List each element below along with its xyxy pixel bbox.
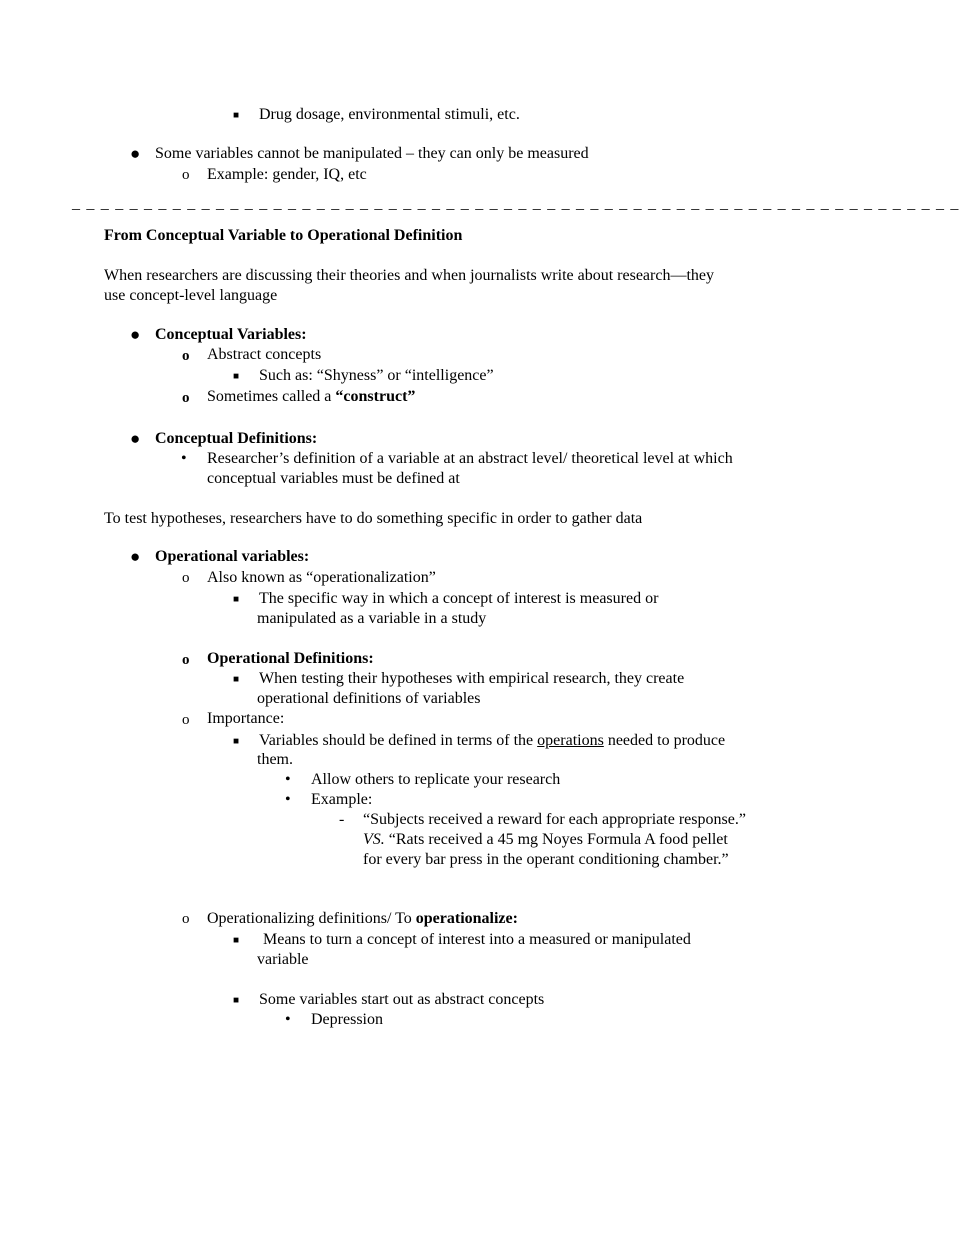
intro-line-1: When researchers are discussing their theories and when journalists write about research—they <box>104 267 714 284</box>
construct-term: “construct” <box>335 388 416 405</box>
test-hypotheses-text: To test hypotheses, researchers have to do something specific in order to gather data <box>104 510 643 527</box>
intro-line-2: use concept-level language <box>104 287 278 304</box>
circle-bullet-icon: o <box>182 390 190 406</box>
variables-defined-suffix: needed to produce <box>603 732 726 749</box>
square-bullet-icon: ■ <box>233 371 240 382</box>
list-item-replicate: Allow others to replicate your research <box>311 771 561 788</box>
circle-bullet-icon: o <box>182 348 190 364</box>
definition-line-2: conceptual variables must be defined at <box>207 470 460 487</box>
means-line-2: variable <box>257 951 309 968</box>
list-item-example-gender: Example: gender, IQ, etc <box>207 166 367 183</box>
operational-definitions-label: Operational Definitions: <box>207 650 374 667</box>
disc-bullet-icon: ● <box>130 144 141 163</box>
conceptual-definitions-label: Conceptual Definitions: <box>155 430 318 447</box>
operations-term: operations <box>537 732 604 749</box>
means-line-1: Means to turn a concept of interest into a measured or manipulated <box>263 931 691 948</box>
circle-bullet-icon: o <box>182 712 190 728</box>
dot-bullet-icon: • <box>285 791 291 808</box>
list-item-depression: Depression <box>311 1011 383 1028</box>
list-item-also-known: Also known as “operationalization” <box>207 569 436 586</box>
variables-defined-prefix: Variables should be defined in terms of the <box>259 732 538 749</box>
circle-bullet-icon: o <box>182 570 190 586</box>
specific-way-line-1: The specific way in which a concept of interest is measured or <box>259 590 659 607</box>
example-line-2-text: “Rats received a 45 mg Noyes Formula A food pellet <box>384 831 728 848</box>
example-line-2 <box>363 830 728 850</box>
list-item-abstract-concepts: Abstract concepts <box>207 346 322 363</box>
operationalizing-prefix: Operationalizing definitions/ To <box>207 910 416 927</box>
list-item-construct <box>207 387 415 407</box>
square-bullet-icon: ■ <box>233 110 240 121</box>
testing-line-2: operational definitions of variables <box>257 690 481 707</box>
variables-defined-line-1 <box>259 731 725 751</box>
section-heading: From Conceptual Variable to Operational Definition <box>104 227 463 244</box>
operationalizing-label <box>207 909 518 929</box>
circle-bullet-icon: o <box>182 911 190 927</box>
operationalize-term: operationalize: <box>415 910 518 927</box>
square-bullet-icon: ■ <box>233 935 240 946</box>
square-bullet-icon: ■ <box>233 674 240 685</box>
conceptual-variables-label: Conceptual Variables: <box>155 326 307 343</box>
specific-way-line-2: manipulated as a variable in a study <box>257 610 487 627</box>
list-item-example: Example: <box>311 791 373 808</box>
square-bullet-icon: ■ <box>233 736 240 747</box>
list-item-abstract-start: Some variables start out as abstract concepts <box>259 991 545 1008</box>
square-bullet-icon: ■ <box>233 594 240 605</box>
testing-line-1: When testing their hypotheses with empirical research, they create <box>259 670 685 687</box>
circle-bullet-icon: o <box>182 652 190 668</box>
example-line-1: “Subjects received a reward for each appropriate response.” <box>363 811 746 828</box>
construct-prefix: Sometimes called a <box>207 388 336 405</box>
importance-label: Importance: <box>207 710 285 727</box>
operational-variables-label: Operational variables: <box>155 548 310 565</box>
definition-line-1: Researcher’s definition of a variable at an abstract level/ theoretical level at which <box>207 450 733 467</box>
dash-bullet-icon: - <box>339 811 345 828</box>
example-line-3: for every bar press in the operant conditioning chamber.” <box>363 851 729 868</box>
disc-bullet-icon: ● <box>130 547 141 566</box>
disc-bullet-icon: ● <box>130 429 141 448</box>
dot-bullet-icon: • <box>181 450 187 467</box>
variables-defined-line-2: them. <box>257 751 293 768</box>
disc-bullet-icon: ● <box>130 325 141 344</box>
dot-bullet-icon: • <box>285 771 291 788</box>
list-item-such-as: Such as: “Shyness” or “intelligence” <box>259 367 494 384</box>
circle-bullet-icon: o <box>182 167 190 183</box>
list-item-drug-dosage: Drug dosage, environmental stimuli, etc. <box>259 106 520 123</box>
dot-bullet-icon: • <box>285 1011 291 1028</box>
square-bullet-icon: ■ <box>233 995 240 1006</box>
list-item-cannot-manipulate: Some variables cannot be manipulated – they can only be measured <box>155 145 589 162</box>
dashed-divider: _ _ _ _ _ _ _ _ _ _ _ _ _ _ _ _ _ _ _ _ _ _ _ _ _ _ _ _ _ _ _ _ _ _ _ _ _ _ _ _ _ _ _ _ _ _ _ _ _ _ _ _ _ _ _ _ _ _ _ _ _ _ <box>72 195 960 212</box>
vs-term: VS. <box>363 831 385 848</box>
